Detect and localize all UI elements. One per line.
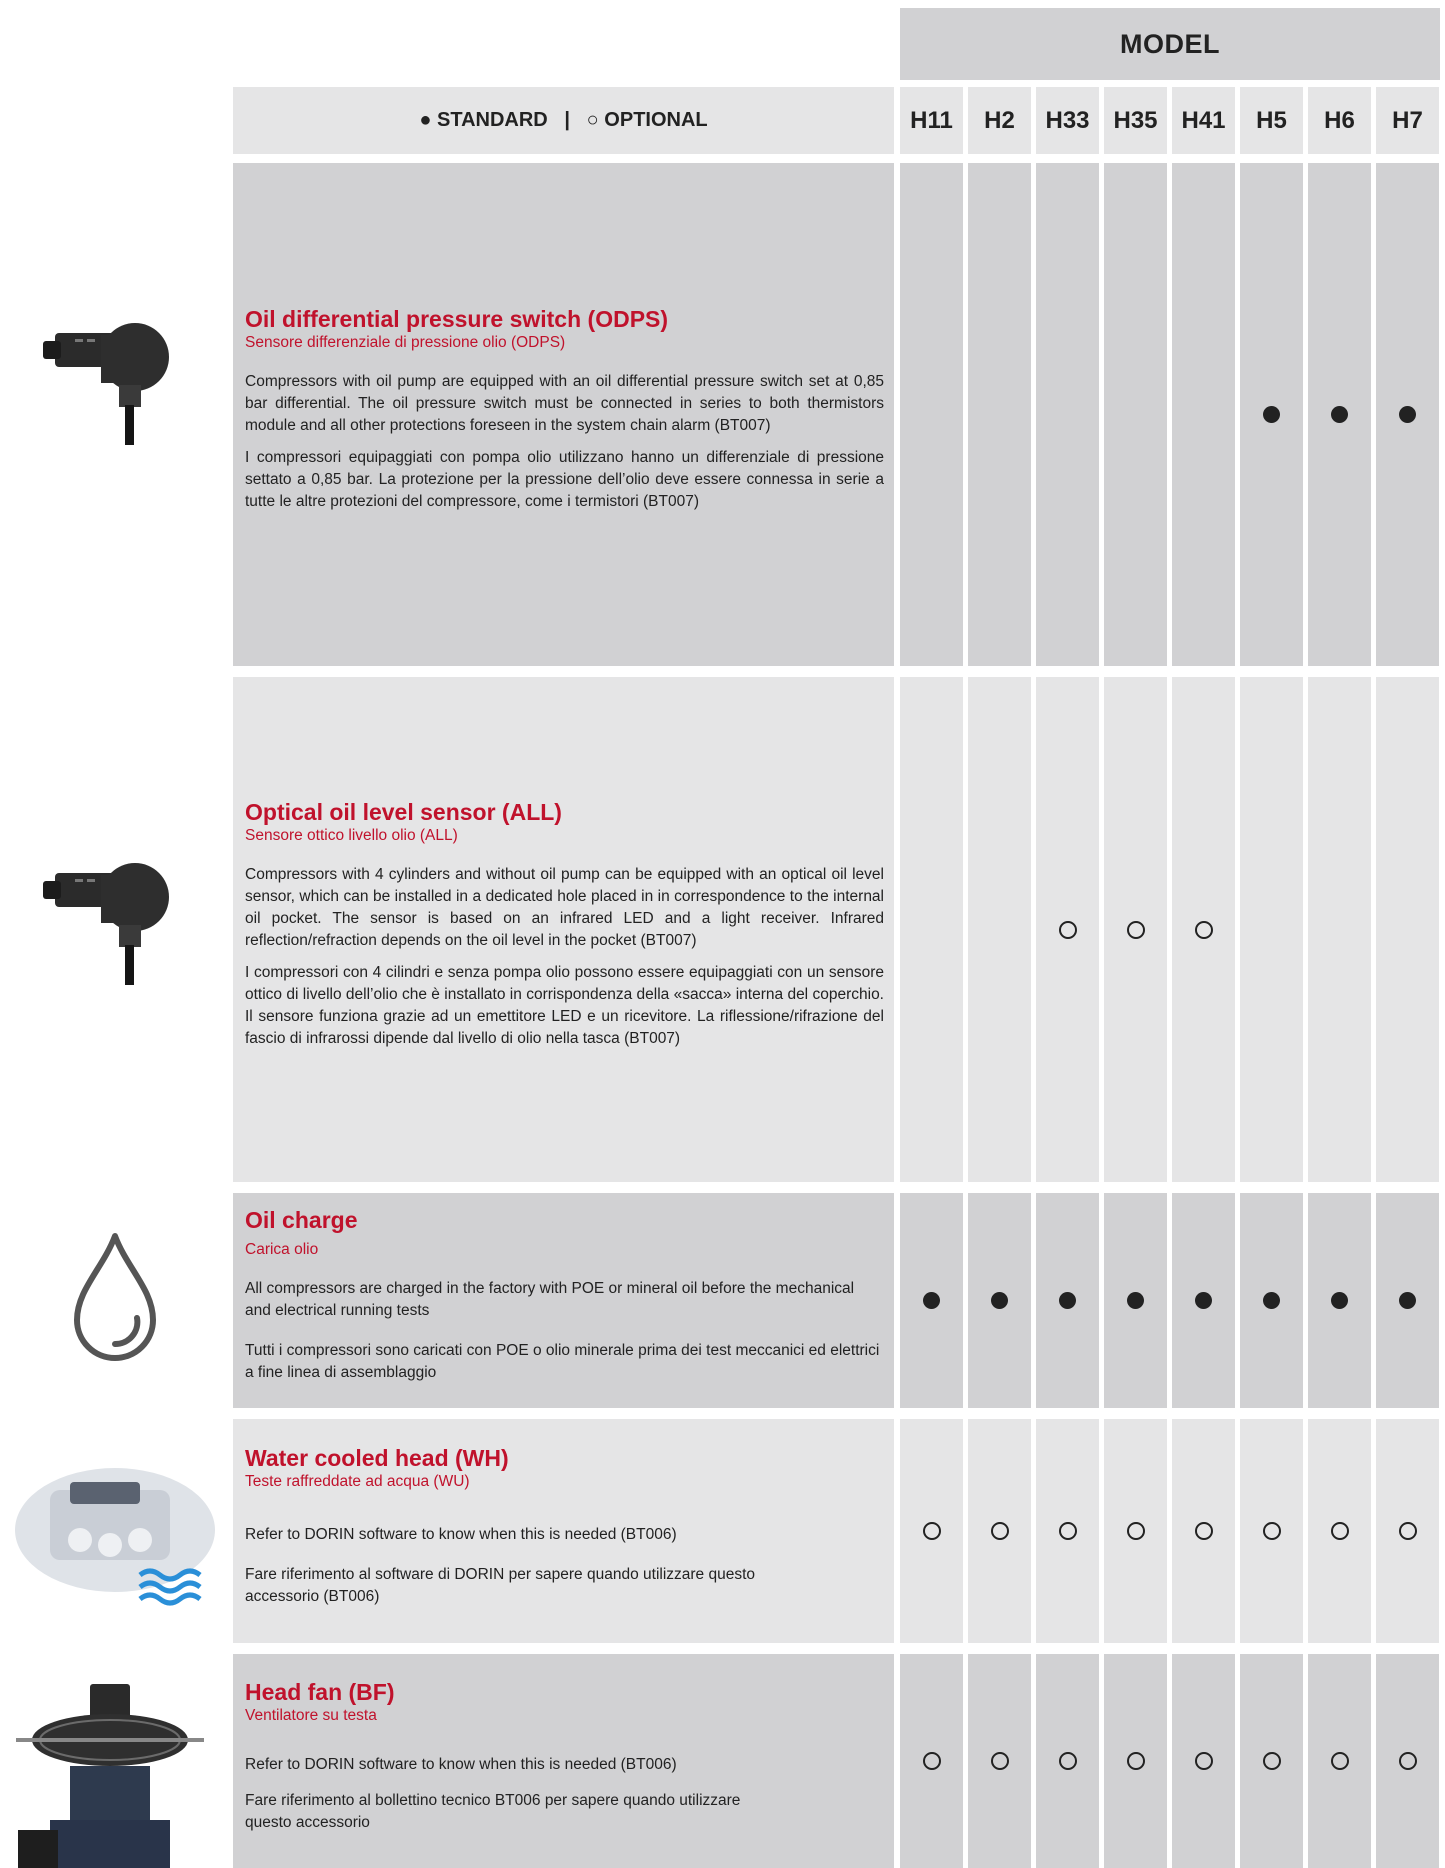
standard-dot-icon (1263, 406, 1280, 423)
optional-ring-icon (1127, 1752, 1145, 1770)
model-cell-h33 (1036, 163, 1099, 666)
row-text-en: Refer to DORIN software to know when this is needed (BT006) (245, 1525, 677, 1543)
head-fan-image (10, 1680, 210, 1868)
standard-dot-icon (1195, 1292, 1212, 1309)
model-cell-h7 (1376, 1193, 1439, 1408)
model-header: MODEL (900, 8, 1440, 80)
standard-dot-icon (1331, 1292, 1348, 1309)
optional-ring-icon (1399, 1752, 1417, 1770)
optional-ring-icon (1263, 1752, 1281, 1770)
optional-ring-icon (1399, 1522, 1417, 1540)
model-cell-h7 (1376, 163, 1439, 666)
row-text-it: Tutti i compressori sono caricati con POE o olio minerale prima dei test meccanici ed elettrici a fine linea di assemblaggio (245, 1342, 880, 1381)
model-cell-h6 (1308, 1654, 1371, 1868)
optional-ring-icon (1127, 1522, 1145, 1540)
model-cell-h11 (900, 1654, 963, 1868)
pressure-switch-image (30, 300, 190, 450)
optional-ring-icon (923, 1522, 941, 1540)
optional-ring-icon (991, 1752, 1009, 1770)
model-column-header-h11: H11 (900, 87, 963, 154)
model-cell-h7 (1376, 1654, 1439, 1868)
model-cell-h41 (1172, 1419, 1235, 1643)
row-subtitle: Sensore ottico livello olio (ALL) (245, 827, 458, 844)
row-title: Oil charge (245, 1207, 358, 1233)
row-text-en: Compressors with 4 cylinders and without oil pump can be equipped with an optical oil level sensor, which can be installed in a dedicated hole placed in in correspondence to the internal oil pocket. The sensor is based on an infrared LED and a light receiver. Infrared reflection/refraction depends on the oil level in the pocket (BT007) (245, 866, 884, 949)
model-cell-h6 (1308, 677, 1371, 1182)
standard-dot-icon (923, 1292, 940, 1309)
oil-drop-icon (50, 1225, 180, 1370)
row-subtitle: Ventilatore su testa (245, 1706, 377, 1724)
model-cell-h33 (1036, 677, 1099, 1182)
model-cell-h11 (900, 163, 963, 666)
model-column-header-h2: H2 (968, 87, 1031, 154)
oil-level-sensor-image (30, 840, 190, 990)
row-text-it: I compressori equipaggiati con pompa olio utilizzano hanno un differenziale di pressione settato a 0,85 bar. La protezione per la pressione dell’olio deve essere connessa in serie a tutte le altre protezioni del compressore, come i termistori (BT007) (245, 449, 884, 510)
row-title: Optical oil level sensor (ALL) (245, 799, 562, 825)
row-text-it: Fare riferimento al bollettino tecnico BT006 per sapere quando utilizzare questo accessorio (245, 1791, 741, 1831)
optional-ring-icon (1331, 1752, 1349, 1770)
row-text-it: Fare riferimento al software di DORIN per sapere quando utilizzare questo accessorio (BT006) (245, 1565, 756, 1605)
optional-ring-icon (1195, 921, 1213, 939)
model-cell-h7 (1376, 1419, 1439, 1643)
standard-dot-icon (1059, 1292, 1076, 1309)
row-title: Head fan (BF) (245, 1678, 395, 1705)
model-cell-h5 (1240, 1193, 1303, 1408)
optional-ring-icon (1331, 1522, 1349, 1540)
model-cell-h6 (1308, 1419, 1371, 1643)
model-column-header-h35: H35 (1104, 87, 1167, 154)
standard-dot-icon (1127, 1292, 1144, 1309)
row-odps-description (233, 163, 894, 666)
model-cell-h5 (1240, 1419, 1303, 1643)
model-cell-h5 (1240, 677, 1303, 1182)
row-title: Oil differential pressure switch (ODPS) (245, 306, 669, 332)
optional-ring-icon (1059, 921, 1077, 939)
model-column-header-h7: H7 (1376, 87, 1439, 154)
model-cell-h33 (1036, 1419, 1099, 1643)
row-water-cooled-head-description (233, 1419, 894, 1643)
model-cell-h5 (1240, 1654, 1303, 1868)
standard-dot-icon (1399, 406, 1416, 423)
row-text-en: Refer to DORIN software to know when this is needed (BT006) (245, 1755, 677, 1773)
model-cell-h41 (1172, 163, 1235, 666)
optional-ring-icon (1059, 1522, 1077, 1540)
model-cell-h35 (1104, 163, 1167, 666)
model-cell-h11 (900, 1419, 963, 1643)
row-text-en: Compressors with oil pump are equipped with an oil differential pressure switch set at 0,85 bar differential. The oil pressure switch must be connected in series to both thermistors module and all other protections foreseen in the system chain alarm (BT007) (245, 373, 884, 434)
model-cell-h41 (1172, 1654, 1235, 1868)
model-column-header-h41: H41 (1172, 87, 1235, 154)
row-subtitle: Sensore differenziale di pressione olio (ODPS) (245, 334, 566, 351)
model-cell-h2 (968, 677, 1031, 1182)
optional-ring-icon (1127, 921, 1145, 939)
row-oil-charge-description (233, 1193, 894, 1408)
row-head-fan-description (233, 1654, 894, 1868)
standard-dot-icon (991, 1292, 1008, 1309)
model-cell-h2 (968, 1193, 1031, 1408)
model-cell-h41 (1172, 1193, 1235, 1408)
model-cell-h7 (1376, 677, 1439, 1182)
model-column-header-h33: H33 (1036, 87, 1099, 154)
standard-dot-icon (1263, 1292, 1280, 1309)
row-text-it: I compressori con 4 cilindri e senza pompa olio possono essere equipaggiati con un sensore ottico di livello dell’olio che è installato in corrispondenza della «sacca» interna del coperchio. Il sensore funziona grazie ad un emettitore LED e un ricevitore. La riflessione/rifrazione del fascio di infrarossi dipende dal livello di olio nella tasca (BT007) (245, 964, 884, 1047)
optional-ring-icon (991, 1522, 1009, 1540)
legend-standard-optional: ● STANDARD | ○ OPTIONAL (233, 87, 894, 154)
model-cell-h33 (1036, 1654, 1099, 1868)
model-cell-h35 (1104, 677, 1167, 1182)
model-cell-h5 (1240, 163, 1303, 666)
model-cell-h33 (1036, 1193, 1099, 1408)
model-cell-h35 (1104, 1419, 1167, 1643)
row-subtitle: Teste raffreddate ad acqua (WU) (245, 1472, 470, 1490)
row-title: Water cooled head (WH) (245, 1444, 509, 1471)
optional-ring-icon (923, 1752, 941, 1770)
optional-ring-icon (1059, 1752, 1077, 1770)
optional-ring-icon (1195, 1752, 1213, 1770)
standard-dot-icon (1399, 1292, 1416, 1309)
optional-ring-icon (1263, 1522, 1281, 1540)
model-cell-h6 (1308, 1193, 1371, 1408)
model-cell-h35 (1104, 1193, 1167, 1408)
row-text-en: All compressors are charged in the factory with POE or mineral oil before the mechanical and electrical running tests (245, 1280, 855, 1319)
standard-dot-icon (1331, 406, 1348, 423)
model-column-header-h5: H5 (1240, 87, 1303, 154)
model-cell-h2 (968, 163, 1031, 666)
optional-ring-icon (1195, 1522, 1213, 1540)
model-cell-h2 (968, 1419, 1031, 1643)
row-all-description (233, 677, 894, 1182)
model-cell-h2 (968, 1654, 1031, 1868)
model-cell-h11 (900, 677, 963, 1182)
water-cooled-head-image (10, 1460, 220, 1610)
row-subtitle: Carica olio (245, 1241, 319, 1258)
model-cell-h35 (1104, 1654, 1167, 1868)
model-cell-h6 (1308, 163, 1371, 666)
model-cell-h41 (1172, 677, 1235, 1182)
model-cell-h11 (900, 1193, 963, 1408)
model-column-header-h6: H6 (1308, 87, 1371, 154)
